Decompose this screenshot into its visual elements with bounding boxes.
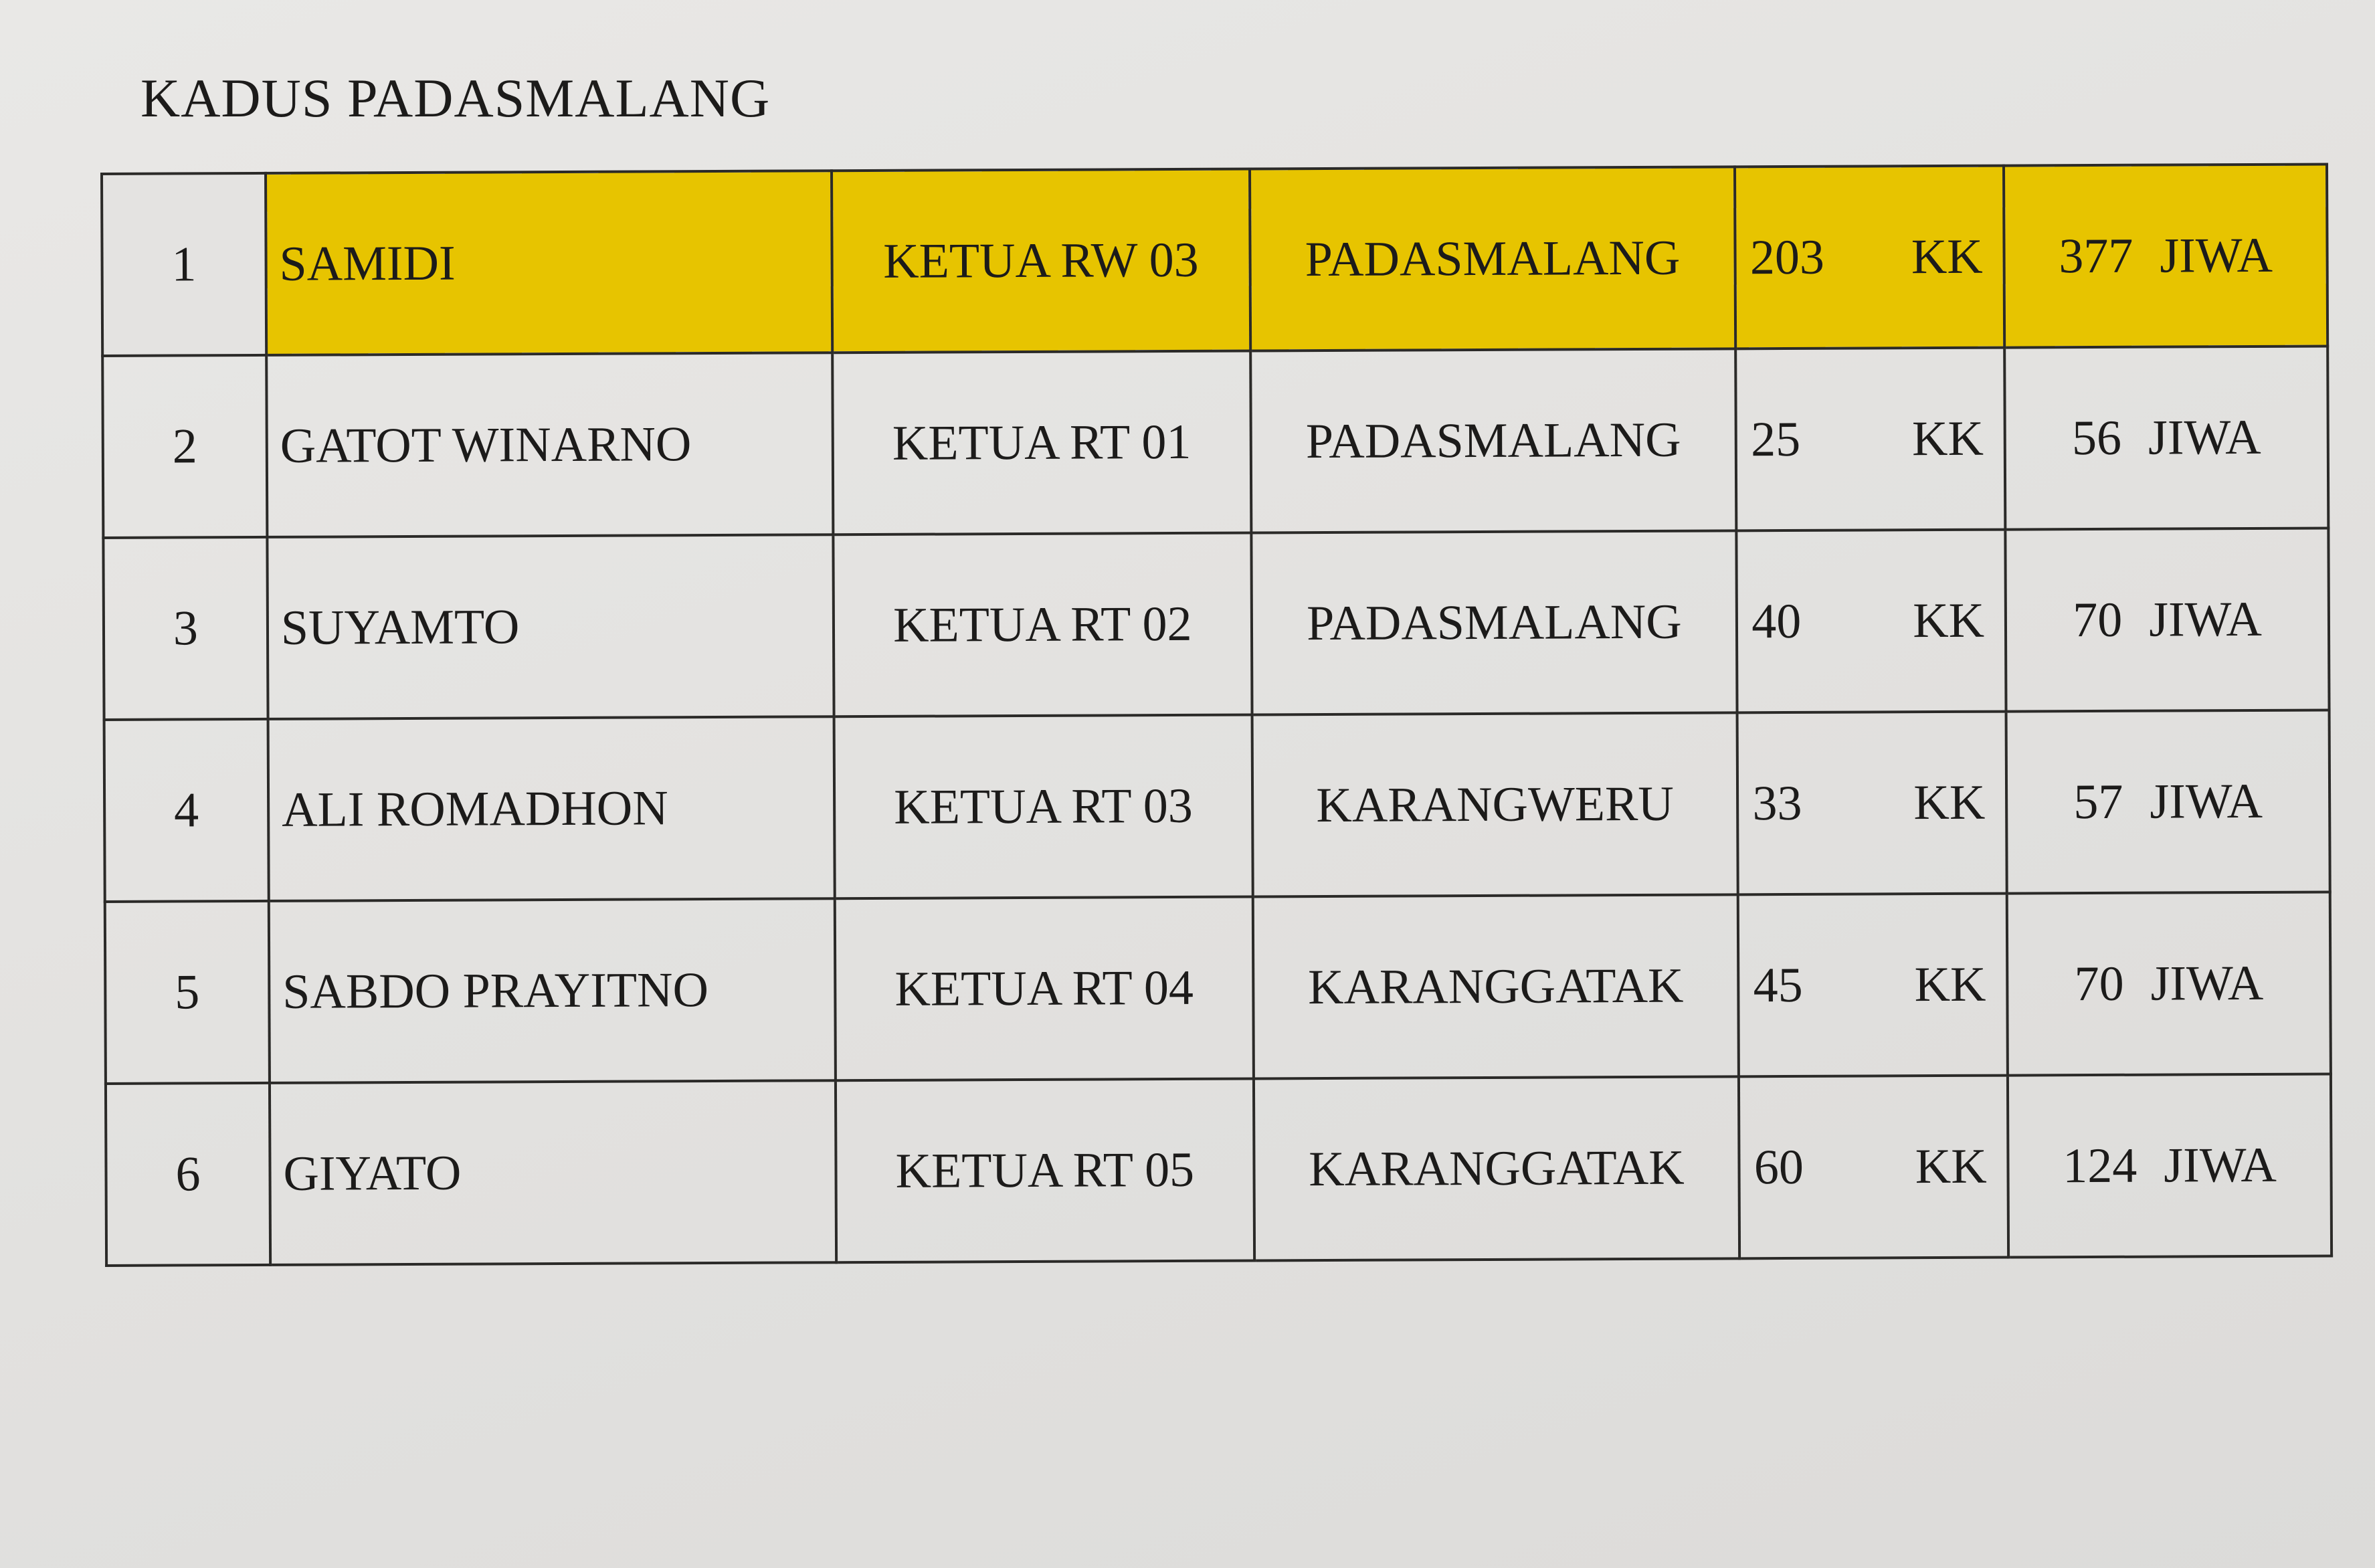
- kk-count: 33: [1752, 775, 1802, 831]
- table-container: [100, 163, 2333, 1267]
- jiwa-count: 57: [2073, 774, 2123, 829]
- jiwa-cell: [2006, 710, 2330, 893]
- location-name: PADASMALANG: [1305, 230, 1681, 287]
- kk-cell: [1735, 166, 2004, 349]
- kk-cell: [1736, 348, 2006, 531]
- location-cell: [1254, 1076, 1740, 1260]
- table-row: [103, 528, 2329, 720]
- table-row: [105, 892, 2331, 1084]
- person-name: SABDO PRAYITNO: [282, 962, 709, 1019]
- jiwa-group: [2072, 409, 2261, 465]
- row-number-cell: [104, 719, 269, 902]
- kk-cell: [1738, 894, 2008, 1077]
- name-cell: [267, 534, 834, 719]
- kk-count: 203: [1749, 229, 1825, 285]
- name-cell: [269, 898, 836, 1083]
- table-body: [102, 164, 2332, 1265]
- jiwa-unit: JIWA: [2150, 955, 2264, 1011]
- name-cell: [266, 353, 833, 537]
- row-number: 4: [173, 782, 199, 838]
- position-title: KETUA RT 04: [894, 960, 1194, 1017]
- jiwa-count: 56: [2071, 410, 2122, 466]
- row-number-cell: [105, 901, 270, 1084]
- person-name: SUYAMTO: [280, 599, 520, 656]
- kk-unit: KK: [1911, 411, 1984, 466]
- jiwa-count: 70: [2073, 592, 2123, 648]
- position-title: KETUA RW 03: [883, 232, 1199, 289]
- jiwa-count: 377: [2059, 228, 2133, 284]
- position-cell: [832, 351, 1251, 535]
- jiwa-group: [2073, 591, 2262, 647]
- row-number-cell: [103, 537, 268, 720]
- kk-count: 45: [1753, 957, 1803, 1013]
- kk-cell: [1737, 712, 2007, 895]
- kk-group: [1747, 410, 1994, 468]
- row-number-cell: [102, 173, 266, 356]
- position-cell: [835, 896, 1254, 1080]
- location-name: KARANGGATAK: [1307, 958, 1684, 1015]
- jiwa-unit: JIWA: [2150, 773, 2263, 829]
- jiwa-group: [2063, 1137, 2277, 1193]
- kk-unit: KK: [1911, 229, 1983, 284]
- position-cell: [836, 1078, 1254, 1262]
- row-number: 1: [171, 236, 197, 292]
- jiwa-cell: [2008, 1074, 2332, 1257]
- kk-group: [1747, 592, 1995, 650]
- name-cell: [270, 1080, 836, 1265]
- kk-group: [1749, 956, 1996, 1014]
- kk-group: [1750, 1138, 1998, 1196]
- position-title: KETUA RT 02: [892, 596, 1192, 653]
- location-name: KARANGWERU: [1316, 776, 1674, 833]
- person-name: GIYATO: [283, 1145, 462, 1201]
- jiwa-cell: [2004, 346, 2328, 529]
- kk-count: 60: [1753, 1139, 1804, 1195]
- name-cell: [268, 716, 835, 901]
- kk-unit: KK: [1913, 593, 1985, 648]
- row-number: 3: [173, 600, 199, 656]
- position-title: KETUA RT 01: [892, 414, 1192, 471]
- kk-cell: [1737, 530, 2006, 713]
- jiwa-unit: JIWA: [2164, 1137, 2277, 1193]
- table-row: [104, 710, 2330, 902]
- jiwa-count: 124: [2063, 1138, 2138, 1193]
- person-name: GATOT WINARNO: [280, 416, 692, 474]
- jiwa-count: 70: [2074, 956, 2124, 1011]
- row-number: 5: [175, 964, 200, 1020]
- row-number: 2: [172, 418, 197, 474]
- jiwa-group: [2073, 773, 2263, 829]
- row-number: 6: [175, 1146, 201, 1202]
- jiwa-group: [2074, 955, 2263, 1011]
- location-cell: [1252, 712, 1738, 896]
- position-title: KETUA RT 05: [895, 1142, 1195, 1199]
- location-cell: [1252, 894, 1739, 1078]
- kk-count: 40: [1751, 593, 1802, 649]
- table-row: [106, 1074, 2332, 1266]
- location-cell: [1250, 167, 1736, 351]
- row-number-cell: [106, 1083, 270, 1266]
- jiwa-unit: JIWA: [2149, 591, 2262, 648]
- row-number-cell: [102, 355, 267, 538]
- kk-unit: KK: [1914, 957, 1986, 1012]
- kk-cell: [1739, 1076, 2008, 1259]
- table-row: [102, 164, 2328, 356]
- kk-group: [1746, 228, 1994, 286]
- name-cell: [266, 171, 832, 355]
- location-name: KARANGGATAK: [1309, 1140, 1685, 1197]
- location-name: PADASMALANG: [1305, 412, 1681, 469]
- position-cell: [833, 533, 1252, 717]
- person-name: ALI ROMADHON: [281, 780, 668, 838]
- jiwa-group: [2059, 227, 2273, 283]
- location-cell: [1251, 530, 1737, 714]
- jiwa-cell: [2004, 164, 2328, 347]
- location-cell: [1250, 349, 1737, 532]
- kk-group: [1748, 774, 1996, 832]
- jiwa-unit: JIWA: [2160, 227, 2273, 284]
- jiwa-unit: JIWA: [2148, 409, 2261, 466]
- data-table: [100, 163, 2333, 1267]
- jiwa-cell: [2006, 528, 2330, 711]
- kk-unit: KK: [1913, 775, 1986, 830]
- position-cell: [834, 714, 1253, 898]
- position-cell: [832, 169, 1250, 353]
- position-title: KETUA RT 03: [894, 778, 1193, 835]
- kk-unit: KK: [1915, 1139, 1987, 1194]
- location-name: PADASMALANG: [1306, 594, 1682, 651]
- kk-count: 25: [1750, 411, 1801, 467]
- document-title: KADUS PADASMALANG: [140, 68, 771, 128]
- table-row: [102, 346, 2328, 538]
- person-name: SAMIDI: [279, 235, 456, 292]
- jiwa-cell: [2007, 892, 2331, 1075]
